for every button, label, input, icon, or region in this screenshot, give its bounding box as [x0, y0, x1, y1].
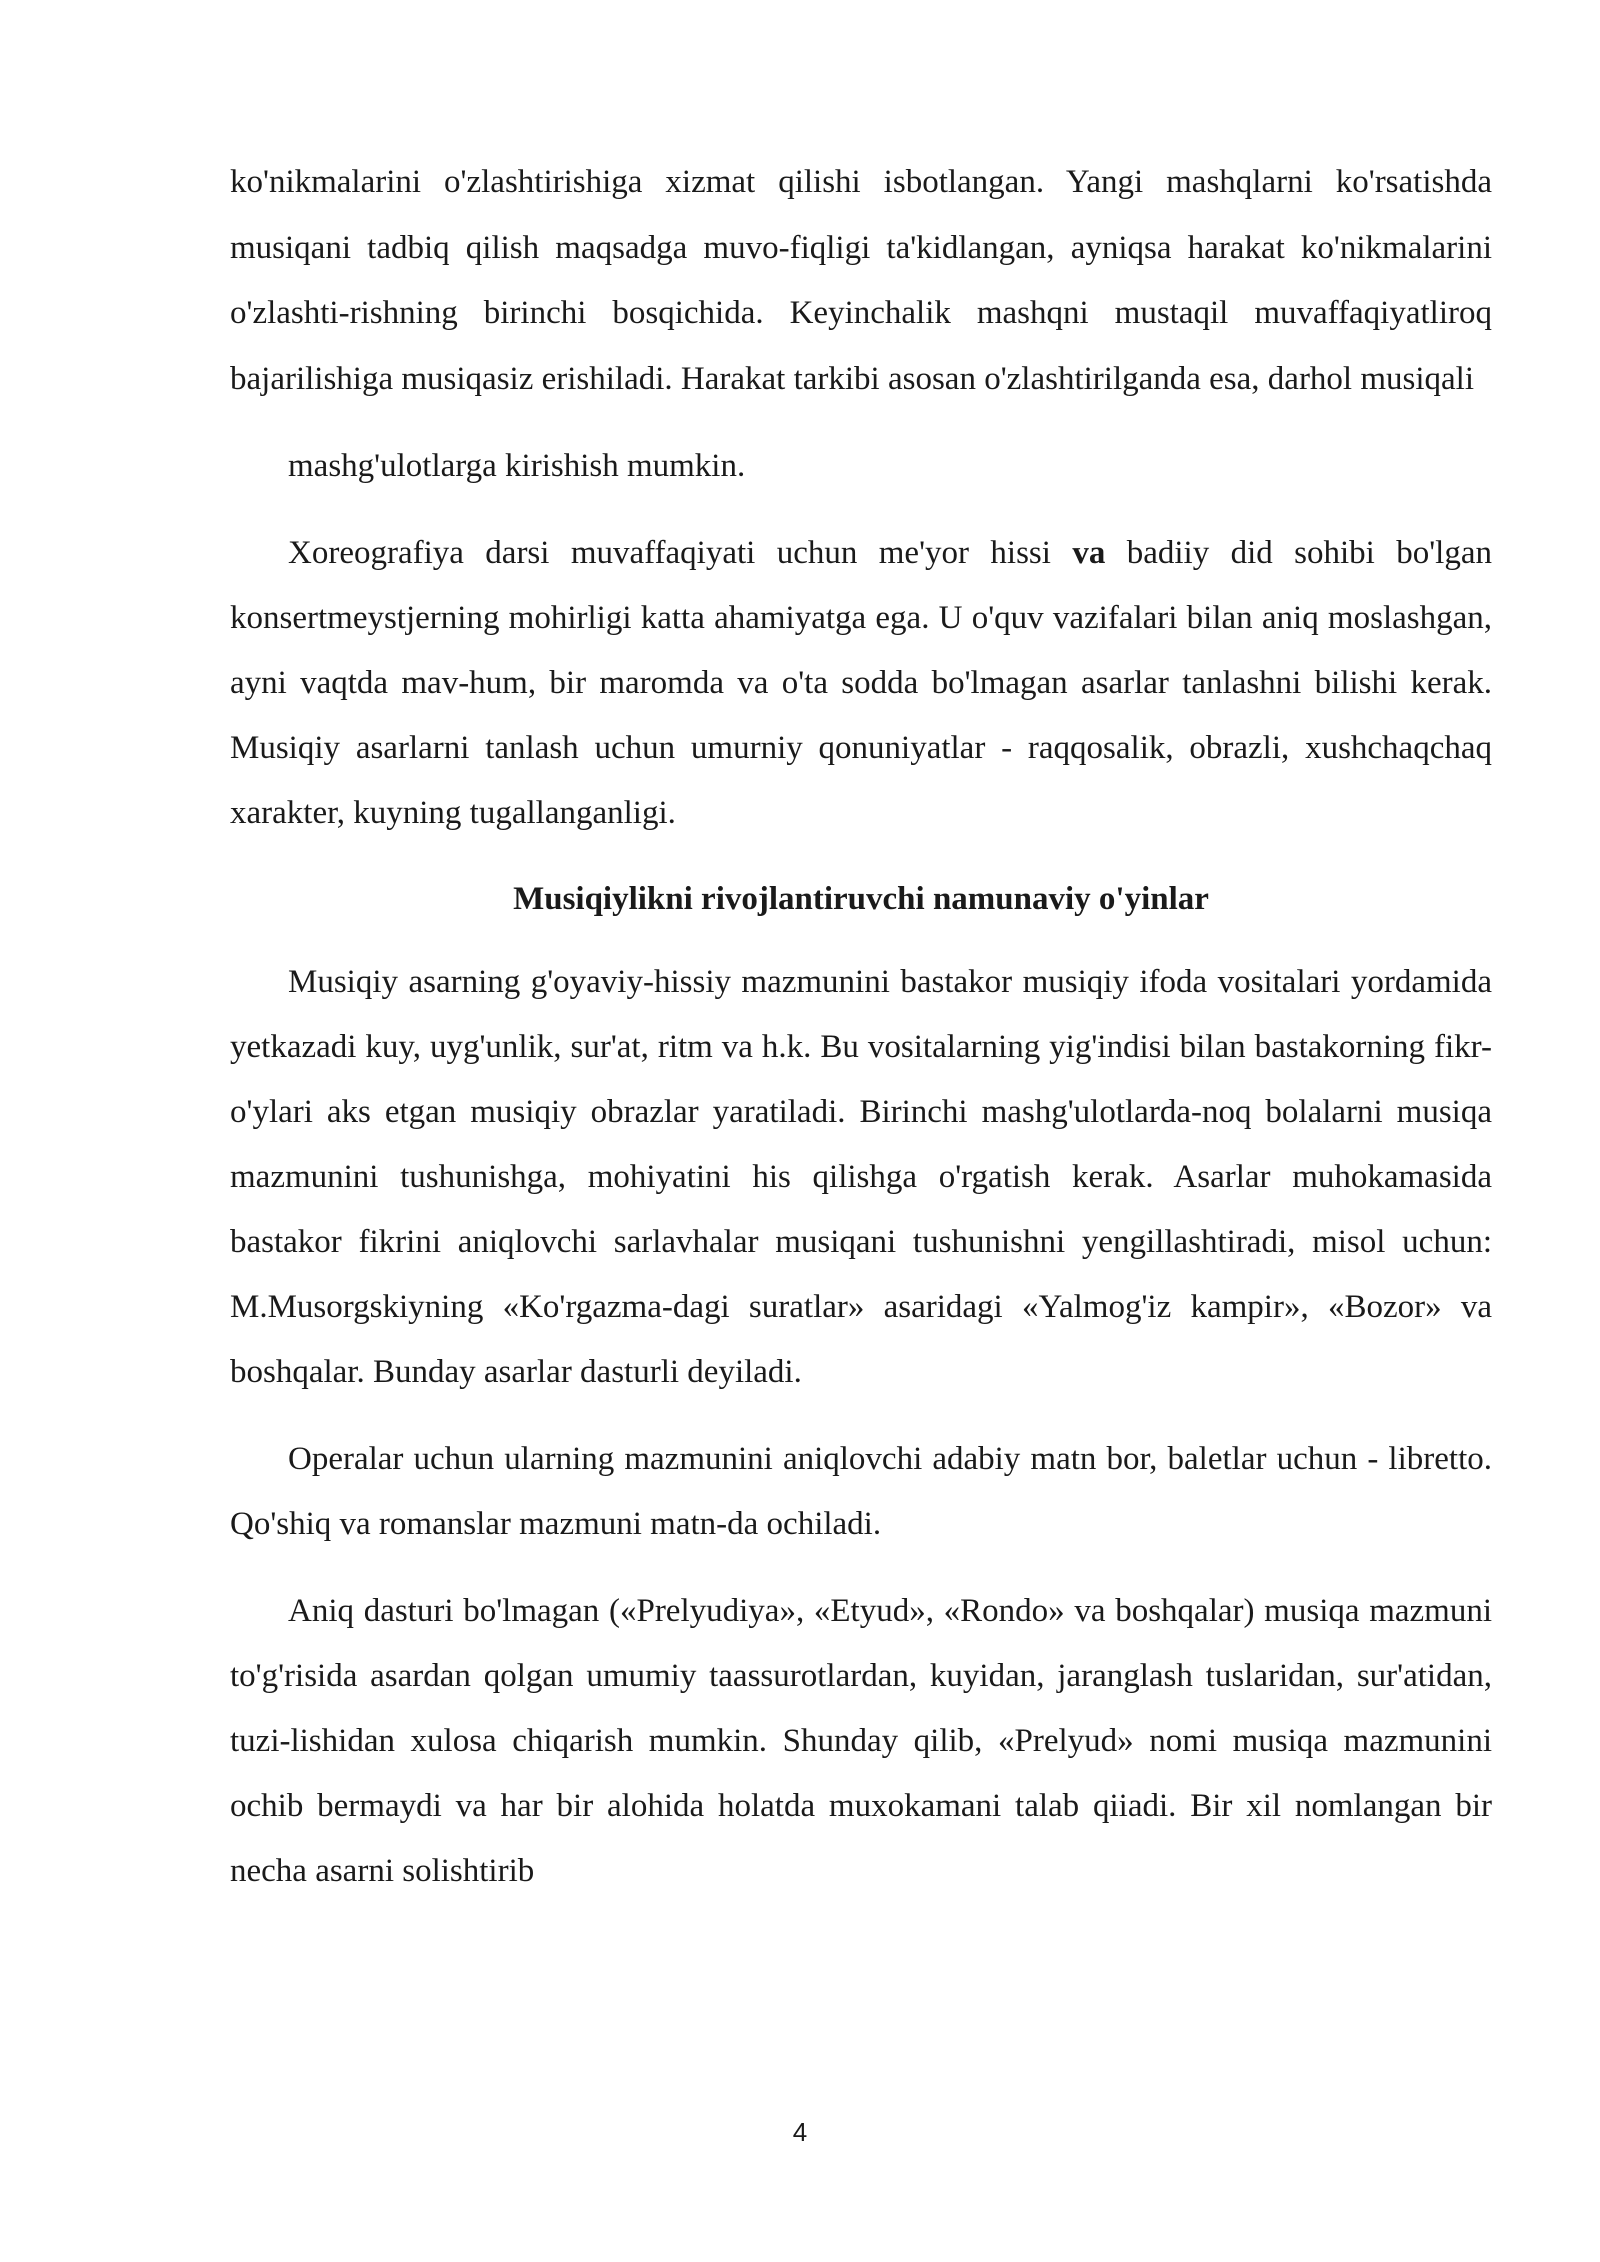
document-page [230, 150, 1492, 1904]
page-number: 4 [792, 2117, 808, 2147]
paragraph-choreography [230, 521, 1492, 846]
paragraph-no-program: Aniq dasturi bo'lmagan («Prelyudiya», «Etyud», «Rondo» va boshqalar) musiqa mazmuni to'g'risida asardan qolgan umumiy taassurotlardan, kuyidan, jaranglash tuslaridan, sur'atidan, tuzi-lishidan xulosa chiqarish mumkin. Shunday qilib, «Prelyud» nomi musiqa mazmunini ochib bermaydi va har bir alohida holatda muxokamani talab qiiadi. Bir xil nomlangan bir necha asarni solishtirib [230, 1593, 1492, 1889]
paragraph-choreography-bold: va [1072, 535, 1106, 571]
section-heading: Musiqiylikni rivojlantiruvchi namunaviy o'yinlar [513, 881, 1209, 917]
paragraph-choreography-part1: Xoreografiya darsi muvaffaqiyati uchun me'yor hissi [288, 535, 1073, 571]
paragraph-musical-work: Musiqiy asarning g'oyaviy-hissiy mazmunini bastakor musiqiy ifoda vositalari yordamida yetkazadi kuy, uyg'unlik, sur'at, ritm va h.k. Bu vositalarning yig'indisi bilan bastakorning fikr-o'ylari aks etgan musiqiy obrazlar yaratiladi. Birinchi mashg'ulotlarda-noq bolalarni musiqa mazmunini tushunishga, mohiyatini his qilishga o'rgatish kerak. Asarlar muhokamasida bastakor fikrini aniqlovchi sarlavhalar musiqani tushunishni yengillashtiradi, misol uchun: M.Musorgskiyning «Ko'rgazma-dagi suratlar» asaridagi «Yalmog'iz kampir», «Bozor» va boshqalar. Bunday asarlar dasturli deyiladi. [230, 964, 1492, 1390]
continuation-line: mashg'ulotlarga kirishish mumkin. [288, 448, 746, 484]
paragraph-operas: Operalar uchun ularning mazmunini aniqlovchi adabiy matn bor, baletlar uchun - libretto. Qo'shiq va romanslar mazmuni matn-da ochiladi. [230, 1441, 1492, 1542]
intro-paragraph: ko'nikmalarini o'zlashtirishiga xizmat qilishi isbotlangan. Yangi mashqlarni ko'rsatishda musiqani tadbiq qilish maqsadga muvo-fiqligi ta'kidlangan, ayniqsa harakat ko'nikmalarini o'zlashti-rishning birinchi bosqichida. Keyinchalik mashqni mustaqil muvaffaqiyatliroq bajarilishiga musiqasiz erishiladi. Harakat tarkibi asosan o'zlashtirilganda esa, darhol musiqali [230, 164, 1492, 397]
paragraph-choreography-part2: badiiy did sohibi bo'lgan konsertmeystjerning mohirligi katta ahamiyatga ega. U o'quv vazifalari bilan aniq moslashgan, ayni vaqtda mav-hum, bir maromda va o'ta sodda bo'lmagan asarlar tanlashni bilishi kerak. Musiqiy asarlarni tanlash uchun umurniy qonuniyatlar - raqqosalik, obrazli, xushchaqchaq xarakter, kuyning tugallanganligi. [230, 535, 1492, 831]
